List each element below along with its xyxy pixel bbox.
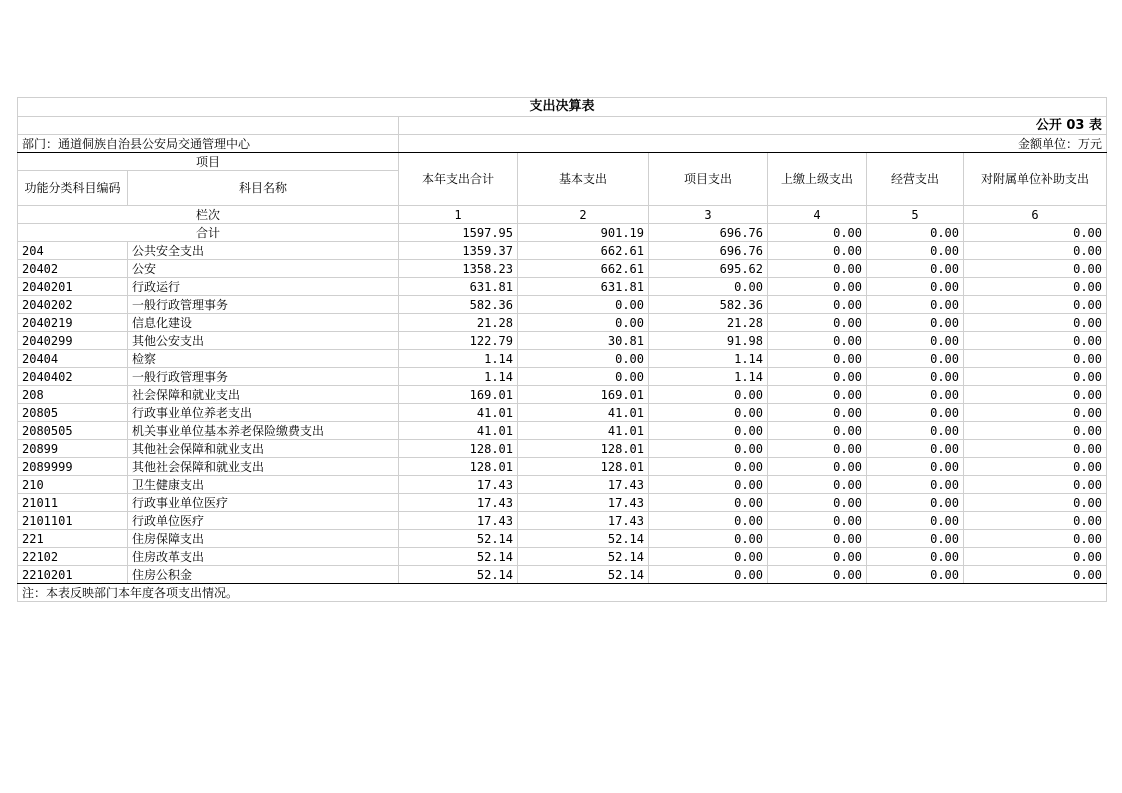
header-code: 功能分类科目编码 xyxy=(18,171,128,206)
cell-business: 0.00 xyxy=(867,404,964,422)
cell-business: 0.00 xyxy=(867,494,964,512)
cell-business: 0.00 xyxy=(867,314,964,332)
header-basic: 基本支出 xyxy=(518,153,649,206)
cell-business: 0.00 xyxy=(867,548,964,566)
cell-subsidy: 0.00 xyxy=(964,476,1107,494)
table-row xyxy=(18,566,1107,584)
cell-name: 卫生健康支出 xyxy=(128,476,399,494)
cell-business: 0.00 xyxy=(867,512,964,530)
cell-code: 2089999 xyxy=(18,458,128,476)
cell-upper: 0.00 xyxy=(768,512,867,530)
column-number-label: 栏次 xyxy=(18,206,399,224)
expenditure-table xyxy=(17,97,1107,602)
cell-code: 2080505 xyxy=(18,422,128,440)
cell-upper: 0.00 xyxy=(768,260,867,278)
cell-basic: 0.00 xyxy=(518,314,649,332)
cell-total: 21.28 xyxy=(399,314,518,332)
cell-project: 582.36 xyxy=(649,296,768,314)
table-row xyxy=(18,440,1107,458)
table-row xyxy=(18,530,1107,548)
total-cell: 1597.95 xyxy=(399,224,518,242)
cell-project: 0.00 xyxy=(649,422,768,440)
column-number: 3 xyxy=(649,206,768,224)
cell-basic: 17.43 xyxy=(518,494,649,512)
cell-business: 0.00 xyxy=(867,242,964,260)
cell-total: 1358.23 xyxy=(399,260,518,278)
cell-name: 检察 xyxy=(128,350,399,368)
cell-basic: 662.61 xyxy=(518,260,649,278)
cell-code: 221 xyxy=(18,530,128,548)
table-row xyxy=(18,494,1107,512)
cell-upper: 0.00 xyxy=(768,494,867,512)
cell-subsidy: 0.00 xyxy=(964,494,1107,512)
cell-name: 住房保障支出 xyxy=(128,530,399,548)
cell-upper: 0.00 xyxy=(768,278,867,296)
unit-label: 金额单位：万元 xyxy=(399,135,1107,153)
cell-project: 0.00 xyxy=(649,476,768,494)
note-row xyxy=(18,584,1107,602)
header-subsidy: 对附属单位补助支出 xyxy=(964,153,1107,206)
table-row xyxy=(18,458,1107,476)
cell-name: 其他公安支出 xyxy=(128,332,399,350)
cell-upper: 0.00 xyxy=(768,332,867,350)
cell-code: 2040299 xyxy=(18,332,128,350)
cell-project: 0.00 xyxy=(649,458,768,476)
cell-code: 2040402 xyxy=(18,368,128,386)
cell-basic: 52.14 xyxy=(518,566,649,584)
cell-total: 17.43 xyxy=(399,512,518,530)
form-number: 公开 03 表 xyxy=(399,117,1107,135)
cell-subsidy: 0.00 xyxy=(964,368,1107,386)
cell-name: 信息化建设 xyxy=(128,314,399,332)
cell-basic: 631.81 xyxy=(518,278,649,296)
cell-project: 696.76 xyxy=(649,242,768,260)
cell-basic: 0.00 xyxy=(518,368,649,386)
cell-upper: 0.00 xyxy=(768,422,867,440)
column-number: 4 xyxy=(768,206,867,224)
cell-upper: 0.00 xyxy=(768,476,867,494)
cell-basic: 41.01 xyxy=(518,404,649,422)
cell-basic: 30.81 xyxy=(518,332,649,350)
cell-upper: 0.00 xyxy=(768,404,867,422)
cell-code: 2040201 xyxy=(18,278,128,296)
column-number: 2 xyxy=(518,206,649,224)
cell-subsidy: 0.00 xyxy=(964,332,1107,350)
cell-code: 20899 xyxy=(18,440,128,458)
cell-basic: 0.00 xyxy=(518,350,649,368)
cell-subsidy: 0.00 xyxy=(964,440,1107,458)
cell-upper: 0.00 xyxy=(768,296,867,314)
cell-subsidy: 0.00 xyxy=(964,386,1107,404)
table-row xyxy=(18,476,1107,494)
cell-basic: 0.00 xyxy=(518,296,649,314)
table-row xyxy=(18,242,1107,260)
cell-name: 公安 xyxy=(128,260,399,278)
cell-name: 行政事业单位医疗 xyxy=(128,494,399,512)
header-total: 本年支出合计 xyxy=(399,153,518,206)
cell-basic: 169.01 xyxy=(518,386,649,404)
column-number-row xyxy=(18,206,1107,224)
cell-upper: 0.00 xyxy=(768,386,867,404)
cell-code: 20404 xyxy=(18,350,128,368)
cell-total: 41.01 xyxy=(399,404,518,422)
cell-business: 0.00 xyxy=(867,332,964,350)
cell-upper: 0.00 xyxy=(768,350,867,368)
cell-total: 17.43 xyxy=(399,476,518,494)
cell-total: 52.14 xyxy=(399,530,518,548)
cell-project: 0.00 xyxy=(649,440,768,458)
cell-name: 机关事业单位基本养老保险缴费支出 xyxy=(128,422,399,440)
cell-total: 17.43 xyxy=(399,494,518,512)
cell-name: 社会保障和就业支出 xyxy=(128,386,399,404)
table-row xyxy=(18,314,1107,332)
cell-project: 0.00 xyxy=(649,566,768,584)
cell-business: 0.00 xyxy=(867,260,964,278)
total-cell: 901.19 xyxy=(518,224,649,242)
header-row-1 xyxy=(18,153,1107,171)
header-item-group: 项目 xyxy=(18,153,399,171)
cell-project: 91.98 xyxy=(649,332,768,350)
cell-project: 0.00 xyxy=(649,278,768,296)
table-row xyxy=(18,512,1107,530)
cell-upper: 0.00 xyxy=(768,368,867,386)
cell-upper: 0.00 xyxy=(768,440,867,458)
cell-subsidy: 0.00 xyxy=(964,566,1107,584)
cell-total: 1.14 xyxy=(399,350,518,368)
cell-subsidy: 0.00 xyxy=(964,260,1107,278)
cell-basic: 128.01 xyxy=(518,458,649,476)
header-project: 项目支出 xyxy=(649,153,768,206)
cell-basic: 128.01 xyxy=(518,440,649,458)
cell-name: 其他社会保障和就业支出 xyxy=(128,440,399,458)
cell-name: 公共安全支出 xyxy=(128,242,399,260)
cell-name: 一般行政管理事务 xyxy=(128,296,399,314)
cell-code: 22102 xyxy=(18,548,128,566)
cell-subsidy: 0.00 xyxy=(964,404,1107,422)
cell-subsidy: 0.00 xyxy=(964,296,1107,314)
cell-business: 0.00 xyxy=(867,278,964,296)
table-row xyxy=(18,332,1107,350)
cell-subsidy: 0.00 xyxy=(964,314,1107,332)
cell-project: 1.14 xyxy=(649,350,768,368)
table-row xyxy=(18,368,1107,386)
cell-name: 住房公积金 xyxy=(128,566,399,584)
header-business: 经营支出 xyxy=(867,153,964,206)
table-row xyxy=(18,296,1107,314)
cell-code: 20402 xyxy=(18,260,128,278)
cell-business: 0.00 xyxy=(867,476,964,494)
cell-upper: 0.00 xyxy=(768,242,867,260)
cell-name: 其他社会保障和就业支出 xyxy=(128,458,399,476)
cell-business: 0.00 xyxy=(867,440,964,458)
cell-upper: 0.00 xyxy=(768,530,867,548)
cell-subsidy: 0.00 xyxy=(964,278,1107,296)
cell-name: 住房改革支出 xyxy=(128,548,399,566)
header-name: 科目名称 xyxy=(128,171,399,206)
cell-basic: 17.43 xyxy=(518,476,649,494)
total-cell: 696.76 xyxy=(649,224,768,242)
cell-total: 631.81 xyxy=(399,278,518,296)
expenditure-sheet xyxy=(17,97,1106,602)
total-cell: 0.00 xyxy=(867,224,964,242)
total-cell: 0.00 xyxy=(964,224,1107,242)
table-row xyxy=(18,278,1107,296)
cell-business: 0.00 xyxy=(867,458,964,476)
department-label: 部门：通道侗族自治县公安局交通管理中心 xyxy=(18,135,399,153)
cell-basic: 17.43 xyxy=(518,512,649,530)
cell-project: 1.14 xyxy=(649,368,768,386)
table-title: 支出决算表 xyxy=(18,98,1107,117)
cell-name: 行政单位医疗 xyxy=(128,512,399,530)
cell-name: 行政事业单位养老支出 xyxy=(128,404,399,422)
cell-business: 0.00 xyxy=(867,350,964,368)
cell-total: 1359.37 xyxy=(399,242,518,260)
cell-subsidy: 0.00 xyxy=(964,530,1107,548)
table-row xyxy=(18,260,1107,278)
cell-total: 128.01 xyxy=(399,458,518,476)
cell-code: 2040202 xyxy=(18,296,128,314)
cell-code: 2101101 xyxy=(18,512,128,530)
header-upper: 上缴上级支出 xyxy=(768,153,867,206)
cell-total: 128.01 xyxy=(399,440,518,458)
cell-subsidy: 0.00 xyxy=(964,242,1107,260)
cell-subsidy: 0.00 xyxy=(964,458,1107,476)
cell-total: 582.36 xyxy=(399,296,518,314)
cell-upper: 0.00 xyxy=(768,566,867,584)
cell-basic: 41.01 xyxy=(518,422,649,440)
cell-business: 0.00 xyxy=(867,530,964,548)
cell-subsidy: 0.00 xyxy=(964,548,1107,566)
table-row xyxy=(18,404,1107,422)
cell-total: 52.14 xyxy=(399,566,518,584)
cell-project: 0.00 xyxy=(649,404,768,422)
cell-basic: 52.14 xyxy=(518,530,649,548)
cell-total: 122.79 xyxy=(399,332,518,350)
cell-code: 21011 xyxy=(18,494,128,512)
cell-subsidy: 0.00 xyxy=(964,422,1107,440)
cell-name: 一般行政管理事务 xyxy=(128,368,399,386)
department-row xyxy=(18,135,1107,153)
cell-project: 21.28 xyxy=(649,314,768,332)
cell-upper: 0.00 xyxy=(768,314,867,332)
cell-project: 0.00 xyxy=(649,494,768,512)
cell-project: 0.00 xyxy=(649,512,768,530)
cell-total: 169.01 xyxy=(399,386,518,404)
cell-business: 0.00 xyxy=(867,566,964,584)
cell-code: 2040219 xyxy=(18,314,128,332)
table-row xyxy=(18,548,1107,566)
table-row xyxy=(18,386,1107,404)
cell-project: 0.00 xyxy=(649,530,768,548)
form-number-row xyxy=(18,117,1107,135)
cell-name: 行政运行 xyxy=(128,278,399,296)
cell-basic: 52.14 xyxy=(518,548,649,566)
title-row xyxy=(18,98,1107,117)
cell-upper: 0.00 xyxy=(768,458,867,476)
cell-total: 52.14 xyxy=(399,548,518,566)
table-note: 注：本表反映部门本年度各项支出情况。 xyxy=(18,584,1107,602)
cell-subsidy: 0.00 xyxy=(964,512,1107,530)
cell-business: 0.00 xyxy=(867,368,964,386)
cell-code: 2210201 xyxy=(18,566,128,584)
cell-code: 208 xyxy=(18,386,128,404)
column-number: 1 xyxy=(399,206,518,224)
cell-business: 0.00 xyxy=(867,422,964,440)
column-number: 5 xyxy=(867,206,964,224)
cell-code: 204 xyxy=(18,242,128,260)
cell-project: 695.62 xyxy=(649,260,768,278)
cell-code: 20805 xyxy=(18,404,128,422)
cell-basic: 662.61 xyxy=(518,242,649,260)
cell-subsidy: 0.00 xyxy=(964,350,1107,368)
total-cell: 0.00 xyxy=(768,224,867,242)
total-row xyxy=(18,224,1107,242)
cell-total: 1.14 xyxy=(399,368,518,386)
cell-total: 41.01 xyxy=(399,422,518,440)
table-row xyxy=(18,422,1107,440)
cell-business: 0.00 xyxy=(867,296,964,314)
cell-upper: 0.00 xyxy=(768,548,867,566)
cell-project: 0.00 xyxy=(649,386,768,404)
table-row xyxy=(18,350,1107,368)
cell-project: 0.00 xyxy=(649,548,768,566)
cell-business: 0.00 xyxy=(867,386,964,404)
total-label: 合计 xyxy=(18,224,399,242)
column-number: 6 xyxy=(964,206,1107,224)
cell-code: 210 xyxy=(18,476,128,494)
